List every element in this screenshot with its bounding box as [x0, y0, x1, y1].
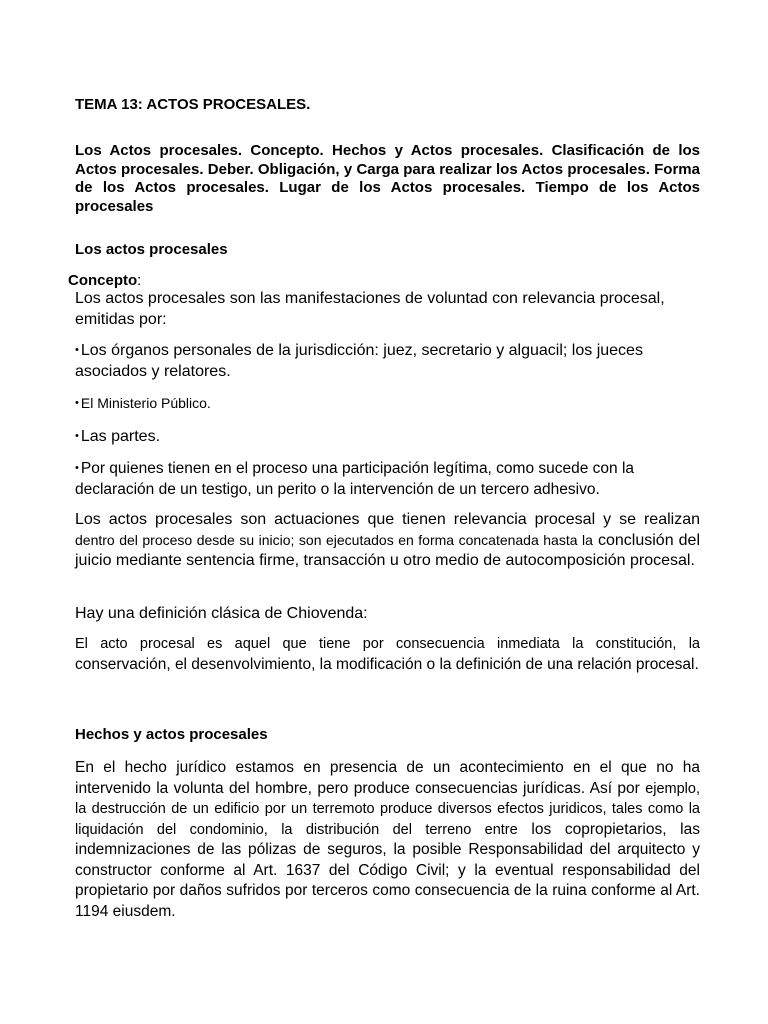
bullet-icon: • — [75, 430, 79, 442]
section-heading-actos-procesales: Los actos procesales — [75, 241, 228, 258]
bullet-icon: • — [75, 344, 79, 356]
concepto-colon: : — [137, 272, 142, 289]
paragraph-text: conservación, el desenvolvimiento, la modificación o la definición de una relación procesal. — [75, 655, 699, 673]
paragraph-text: El acto procesal es aquel que tiene por consecuencia inmediata la constitución, la — [75, 636, 700, 652]
bullet-text: El Ministerio Público. — [80, 395, 211, 411]
bullet-text: Por quienes tienen en el proceso una participación legítima, como sucede con la declaración de un testigo, un perito o la intervención de un tercero adhesivo. — [75, 460, 635, 498]
concepto-label: Concepto — [68, 272, 138, 289]
concepto-heading — [68, 272, 141, 289]
bullet-text: Los órganos personales de la jurisdicción: juez, secretario y alguacil; los jueces asociados y relatores. — [75, 342, 643, 380]
bullet-icon: • — [75, 462, 79, 474]
paragraph-chiovenda-definition — [75, 634, 700, 675]
bullet-icon: • — [75, 397, 79, 409]
paragraph-actuaciones — [75, 510, 700, 571]
bullet-item — [75, 426, 700, 447]
bullet-item — [75, 458, 700, 500]
paragraph-text: dentro del proceso desde su inicio; son ejecutados en forma concatenada hasta la — [75, 532, 593, 548]
paragraph-text: los copropietarios, las indemnizaciones de las pólizas de seguros, la posible Responsabilidad del arquitecto y constructor conforme al Art. 1637 del Código Civil; y la eventual responsabilidad del propietario por daños sufridos por terceros como consecuencia de la ruina conforme al Art. 1194 eiusdem. — [75, 820, 700, 920]
concepto-paragraph: Los actos procesales son las manifestaciones de voluntad con relevancia procesal, emitidas por: — [75, 290, 665, 328]
bullet-item — [75, 340, 700, 382]
paragraph-text: ejemplo, la destrucción de un edificio por un terremoto produce diversos efectos juridicos, tales como la liquidación del condominio, la distribución del terreno entre — [75, 780, 700, 838]
topic-summary: Los Actos procesales. Concepto. Hechos y Actos procesales. Clasificación de los Actos procesales. Deber. Obligación, y Carga para realizar los Actos procesales. Forma de los Actos procesales. Lugar de los Actos procesales. Tiempo de los Actos procesales — [75, 142, 700, 215]
bullet-text: Las partes. — [80, 428, 161, 445]
page-title: TEMA 13: ACTOS PROCESALES. — [75, 96, 311, 113]
paragraph-text: Los actos procesales son actuaciones que tienen relevancia procesal y se realizan — [75, 511, 700, 528]
paragraph-text: En el hecho jurídico estamos en presencia de un acontecimiento en el que no ha intervenido la volunta del hombre, pero produce consecuencias jurídicas. Así por — [75, 759, 700, 797]
section-heading-hechos-actos: Hechos y actos procesales — [75, 726, 268, 743]
paragraph-chiovenda-intro: Hay una definición clásica de Chiovenda: — [75, 605, 368, 622]
paragraph-text: conclusión del juicio mediante sentencia firme, transacción u otro medio de autocomposición procesal. — [75, 532, 700, 569]
paragraph-hecho-juridico — [75, 758, 700, 922]
bullet-item — [75, 395, 700, 411]
